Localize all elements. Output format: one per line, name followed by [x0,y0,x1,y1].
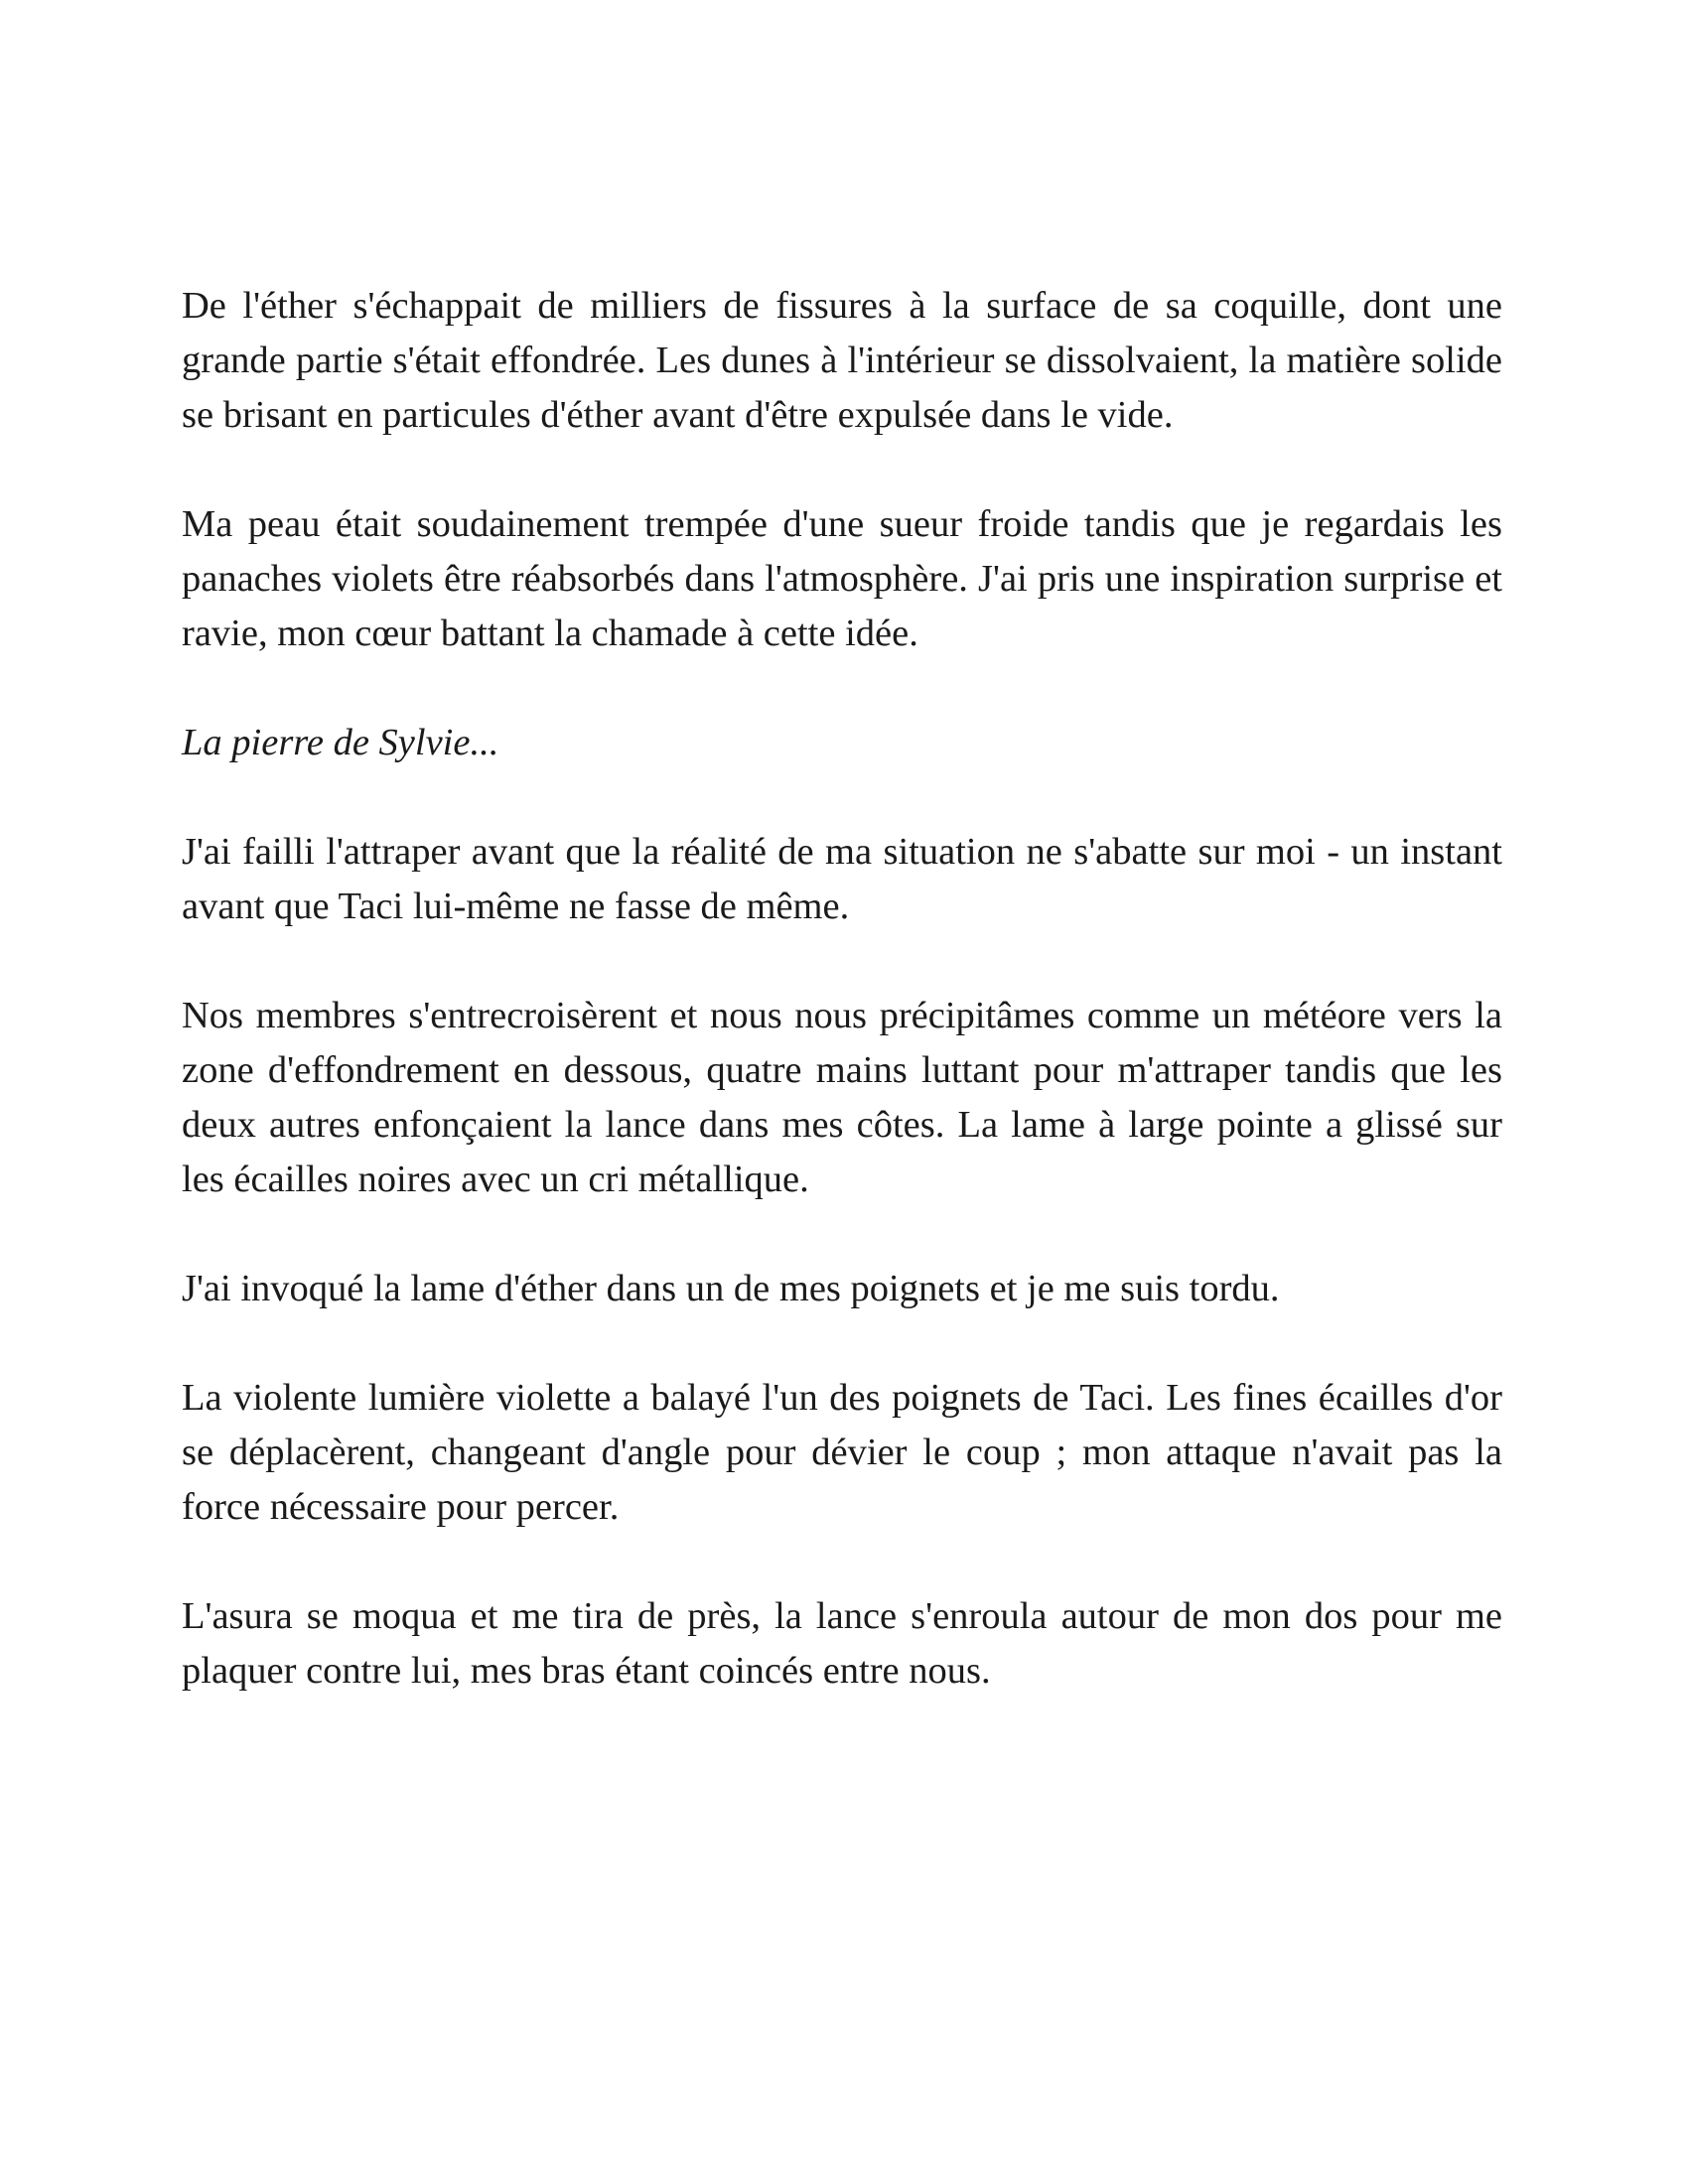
paragraph: L'asura se moqua et me tira de près, la lance s'enroula autour de mon dos pour me plaquer contre lui, mes bras étant coincés entre nous. [182,1595,1502,1692]
document-page [182,279,1502,1753]
paragraph: La violente lumière violette a balayé l'un des poignets de Taci. Les fines écailles d'or se déplacèrent, changeant d'angle pour dévier le coup ; mon attaque n'avait pas la force nécessaire pour percer. [182,1377,1502,1528]
paragraph: J'ai invoqué la lame d'éther dans un de mes poignets et je me suis tordu. [182,1268,1280,1309]
paragraph: De l'éther s'échappait de milliers de fissures à la surface de sa coquille, dont une grande partie s'était effondrée. Les dunes à l'intérieur se dissolvaient, la matière solide se brisant en particules d'éther avant d'être expulsée dans le vide. [182,285,1502,436]
italic-thought-paragraph: La pierre de Sylvie... [182,722,499,763]
paragraph: Nos membres s'entrecroisèrent et nous nous précipitâmes comme un météore vers la zone d'effondrement en dessous, quatre mains luttant pour m'attraper tandis que les deux autres enfonçaient la lance dans mes côtes. La lame à large pointe a glissé sur les écailles noires avec un cri métallique. [182,995,1502,1200]
paragraph: Ma peau était soudainement trempée d'une sueur froide tandis que je regardais les panaches violets être réabsorbés dans l'atmosphère. J'ai pris une inspiration surprise et ravie, mon cœur battant la chamade à cette idée. [182,503,1502,654]
paragraph: J'ai failli l'attraper avant que la réalité de ma situation ne s'abatte sur moi - un instant avant que Taci lui-même ne fasse de même. [182,831,1502,927]
